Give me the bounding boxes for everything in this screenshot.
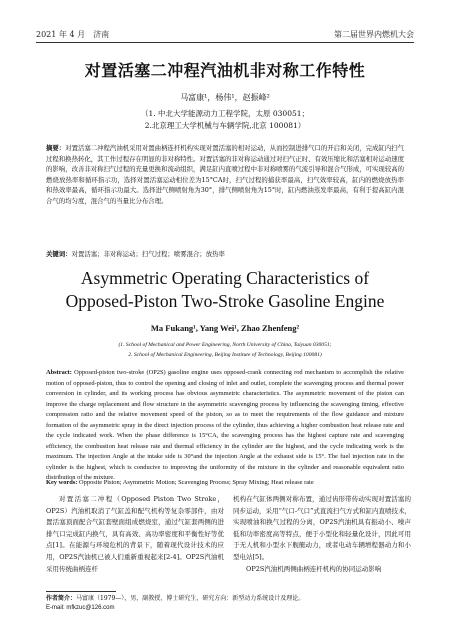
running-header	[36, 29, 414, 41]
cn-abstract-text: 对置活塞二冲程汽油机采用对置曲柄连杆机构实现对置活塞的相对运动，从而控制进排气口的开启和关闭，完成缸内扫气过程和换热转化，其工作过程存在明显的非对称特性。对置活塞的非对称运动通过对扫气正时、有效压缩比和活塞相对运动速度的影响，改善非对称扫气过程的充量更换和流动组织，满足缸内直喷过程中非对称喷雾的气流引导和混合气形成，可实现较高的燃烧放热率和循环指示功，选择对置活塞运动相位差为15°CA时，扫气过程的捕获率最高，扫气效率较高，缸内的燃烧放热率和热效率最高，循环指示功最大。选择进气侧喷射角为30°，排气侧喷射角为15°时，缸内燃油蒸发率最高，有利于提高缸内混合气的均匀度，混合气的当量比分布合理。	[46, 144, 405, 205]
body-paragraph: OP2S汽油机两侧曲柄连杆机构的协同运动影响	[246, 564, 382, 573]
cn-title: 对置活塞二冲程汽油机非对称工作特性	[84, 61, 366, 80]
cn-authors: 马富康¹，杨伟¹，赵振峰²	[180, 93, 270, 102]
en-keywords	[46, 478, 404, 488]
en-title-line-1: Asymmetric Operating Characteristics of	[80, 268, 370, 288]
en-affiliation-2: 2. School of Mechanical Engineering, Beijing Institute of Technology, Beijing 100081)	[128, 352, 322, 358]
cn-abstract	[46, 143, 404, 207]
cn-keywords-label: 关键词：	[46, 250, 72, 258]
author-email: E-mail: mfkzuc@126.com	[46, 605, 115, 611]
en-affiliation-1: (1. School of Mechanical and Power Engineering, North University of China, Taiyuan 030051;	[118, 342, 332, 348]
body-column-right	[233, 494, 411, 584]
author-footnote-text: 马富康（1979—），男，副教授，博士研究生，研究方向：新型动力系统设计及理论。	[76, 595, 305, 602]
en-title-line-2: Opposed-Piston Two-Stroke Gasoline Engine	[65, 291, 385, 311]
en-authors: Ma Fukang¹, Yang Wei¹, Zhao Zhenfeng²	[150, 323, 300, 333]
body-column-left	[46, 494, 224, 584]
cn-abstract-label: 摘要：	[46, 144, 66, 152]
en-abstract-label: Abstract:	[46, 369, 72, 376]
author-footnote	[46, 594, 414, 603]
footnote-divider	[46, 591, 116, 592]
cn-affiliation-2: 2.北京理工大学机械与车辆学院,北京 100081）	[144, 121, 306, 130]
cn-affiliation-1: （1. 中北大学能源动力工程学院，太原 030051；	[140, 109, 310, 118]
en-abstract	[46, 368, 404, 484]
header-divider	[36, 42, 414, 43]
en-abstract-text: Opposed-piston two-stroke (OP2S) gasoline engine uses opposed-crank connecting rod mechanism to accomplish the relative motion of opposed-piston, thus to control the opening and closing of inlet and outlet, complete the scavenging process and thermal power conversion in cylinder, and its working process has obvious asymmetric characteristics. The asymmetric movement of the piston can improve the charge replacement and flow structure in the asymmetric scavenging process by influencing the scavenging timing, effective compression ratio and the relative movement speed of the piston, so as to meet the requirements of the flow guidance and mixture formation of the asymmetric spray in the direct injection process of the cylinder, thus achieving a higher combustion heat release rate and the cycle indicated work. When the phase difference is 15°CA, the scavenging process has the highest capture rate and scavenging efficiency, the combustion heat release rate and thermal efficiency in the cylinder are the highest, and the cycle indicating work is the maximum. The injection Angle at the intake side is 30°and the injection Angle at the exhaust side is 15°. The fuel injection rate in the cylinder is the highest, which is conducive to improving the uniformity of the mixture in the cylinder and reasonable equivalent ratio distribution of the mixture.	[46, 369, 404, 481]
cn-keywords	[46, 249, 404, 259]
en-keywords-text: Opposite Piston; Asymmetric Motion; Scavenging Process; Spray Mixing; Heat release rate	[79, 479, 314, 486]
body-paragraph: 机构在气缸体两侧对称布置，通过齿形带传动实现对置活塞的同步运动，采用“气口-气口”式直流扫气方式和缸内直喷技术，实现喷油和换气过程的分离，OP2S汽油机具有振动小、噪声低和功率密度高等特点，便于小型化和轻量化设计，因此可用于无人机和小型水下舰艇动力，或者电动车辆增程器动力和小型电站[5]。	[233, 495, 411, 561]
header-date-location: 2021 年 4 月 济南	[36, 30, 110, 39]
cn-keywords-text: 对置活塞；非对称运动；扫气过程；喷雾混合；放热率	[71, 250, 225, 258]
en-keywords-label: Key words:	[46, 479, 78, 486]
body-paragraph: 对置活塞二冲程（Opposed Piston Two Stroke，OP2S）汽油机取消了气缸盖和配气机构等复杂零部件，由对置活塞顶面配合气缸套壁面组成燃烧室，通过气缸套两侧的进排气口完成缸内换气，具有高效、高功率密度和平衡性好等优点[1]。在能源与环境危机的背景下，随着现代设计技术的应用，OP2S汽油机已被人们重新重视起来[2-4]。OP2S汽油机采用传统曲柄连杆	[46, 495, 224, 573]
header-conference: 第二届世界内燃机大会	[334, 30, 414, 39]
author-footnote-label: 作者简介：	[46, 595, 77, 602]
